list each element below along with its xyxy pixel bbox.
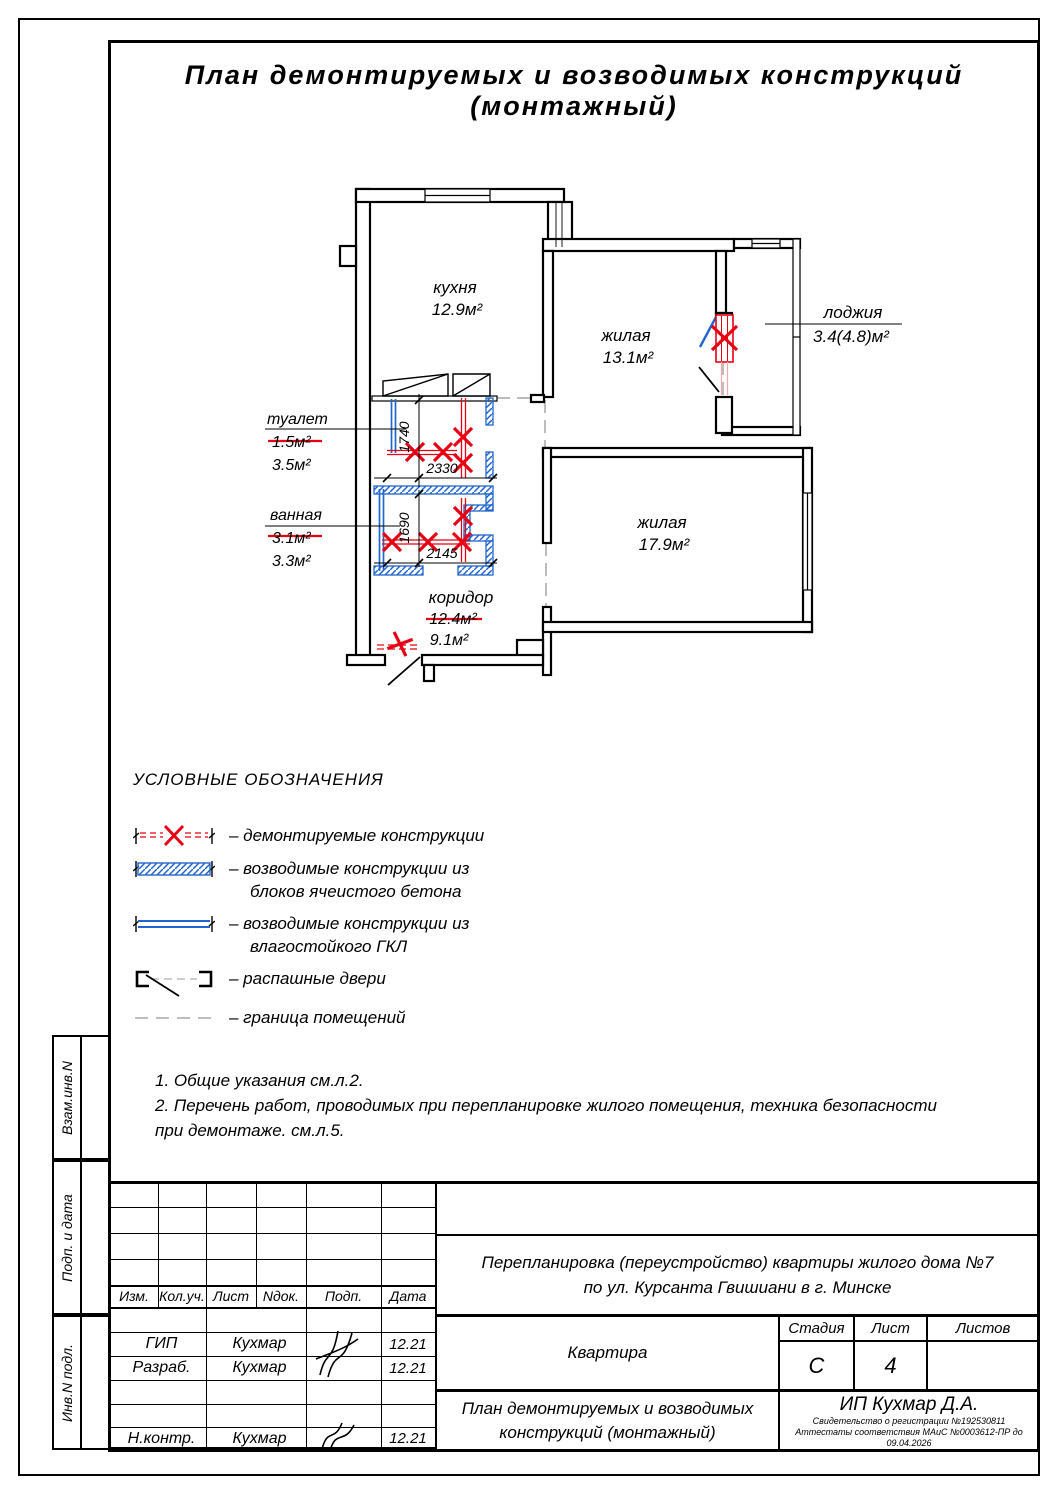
tb-stage-value: С [808, 1352, 825, 1378]
tb-col-list: Лист [212, 1288, 250, 1304]
tb-sheet-name-line1: План демонтируемых и возводимых [461, 1399, 754, 1418]
demolished-symbol-icon [133, 824, 215, 848]
room-kitchen-name: кухня [433, 278, 477, 297]
tb-name-gip: Кухмар [232, 1335, 287, 1352]
demolished [268, 315, 737, 656]
tb-project-line1: Перепланировка (переустройство) квартиры жилого дома №7 [481, 1253, 994, 1272]
tb-object: Квартира [567, 1343, 648, 1362]
legend-item-boundary [133, 1006, 603, 1030]
tb-name-nkontr: Кухмар [232, 1429, 287, 1447]
tb-company [780, 1392, 1038, 1450]
tb-col-ndok: Nдок. [262, 1288, 300, 1304]
legend-item-masonry [133, 857, 603, 903]
tb-col-data: Дата [389, 1288, 427, 1304]
room-kitchen-area: 12.9м² [431, 300, 483, 319]
room-wc-name: туалет [267, 411, 328, 428]
tb-sheets-label: Листов [955, 1320, 1011, 1337]
legend-boundary-label: – граница помещений [229, 1008, 406, 1027]
sidebar-label-vzam: Взам.инв.N [59, 1060, 75, 1135]
tb-col-podp: Подп. [324, 1288, 363, 1304]
tb-col-koluch: Кол.уч. [159, 1288, 205, 1304]
tb-company-name: ИП Кухмар Д.А. [839, 1393, 979, 1415]
doors-symbol-icon [133, 967, 215, 997]
signature-nkontr [306, 1419, 381, 1453]
tb-date-nkontr: 12.21 [389, 1430, 427, 1447]
room-loggia-area: 3.4(4.8)м² [813, 327, 889, 346]
legend-item-doors [133, 967, 603, 997]
note-line-1: 1. Общие указания см.л.2. [155, 1071, 364, 1090]
tb-cert-line2: Аттестаты соответствия МАиС №0003612-ПР до 09.04.2026 [795, 1426, 1023, 1448]
room-living1-name: жилая [601, 326, 651, 345]
tb-sheets-value [928, 1342, 1038, 1389]
tb-date-gip: 12.21 [389, 1335, 427, 1353]
boundary-symbol-icon [133, 1006, 215, 1030]
legend-masonry-label-2: блоков ячеистого бетона [250, 882, 462, 901]
room-living2-name: жилая [637, 513, 687, 532]
legend-masonry-label-1: – возводимые конструкции из [229, 859, 470, 878]
tb-project [437, 1236, 1038, 1314]
signature-gip-razrab [306, 1319, 381, 1381]
tb-sheet-label: Лист [871, 1320, 910, 1337]
sidebar-label-podp: Подп. и дата [59, 1193, 75, 1282]
room-wc-area-old: 1.5м² [272, 434, 311, 451]
title-block [110, 1181, 1038, 1450]
legend-demolished-label: – демонтируемые конструкции [229, 826, 485, 845]
tb-sheet-name [437, 1392, 778, 1450]
room-bath-area-new: 3.3м² [272, 553, 311, 570]
legend-item-gkl [133, 912, 603, 958]
sidebar-box-podp [52, 1160, 110, 1315]
room-living1-area: 13.1м² [602, 348, 654, 367]
tb-stage-label: Стадия [788, 1320, 845, 1337]
room-bath-area-old: 3.1м² [272, 530, 311, 547]
tb-role-razrab: Разраб. [132, 1359, 191, 1376]
tb-role-nkontr: Н.контр. [127, 1429, 196, 1447]
notes [155, 1068, 975, 1143]
legend [133, 770, 603, 1039]
dim-bath-width: 2145 [426, 545, 458, 561]
room-wc-area-new: 3.5м² [272, 457, 311, 474]
legend-heading: УСЛОВНЫЕ ОБОЗНАЧЕНИЯ [133, 770, 384, 789]
tb-sheet-value: 4 [884, 1352, 897, 1378]
room-corridor-area-new: 9.1м² [429, 632, 469, 649]
dim-wc-height: 1740 [396, 421, 412, 453]
new-door-swing [700, 317, 716, 347]
dim-wc-width: 2330 [426, 460, 458, 476]
page-title: План демонтируемых и возводимых конструкций (монтажный) [184, 60, 964, 121]
room-living2-area: 17.9м² [638, 535, 690, 554]
tb-sheet-name-line2: конструкций (монтажный) [499, 1423, 716, 1442]
tb-cert-line1: Свидетельство о регистрации №192530811 [812, 1415, 1006, 1426]
sidebar-box-vzam [52, 1035, 110, 1160]
sidebar-box-inv [52, 1315, 110, 1450]
room-bath-name: ванная [270, 507, 322, 524]
note-line-3: при демонтаже. см.л.5. [155, 1121, 345, 1140]
legend-item-demolished [133, 824, 603, 848]
room-corridor-name: коридор [428, 588, 494, 607]
tb-project-line2: по ул. Курсанта Гвишиани в г. Минске [583, 1278, 892, 1297]
floor-plan [255, 165, 955, 705]
legend-gkl-label-2: влагостойкого ГКЛ [250, 937, 408, 956]
legend-doors-label: – распашные двери [229, 969, 386, 988]
dim-bath-height: 1690 [396, 512, 412, 544]
tb-col-izm: Изм. [119, 1288, 149, 1304]
note-line-2: 2. Перечень работ, проводимых при перепланировке жилого помещения, техника безопасности [155, 1096, 937, 1115]
tb-name-razrab: Кухмар [232, 1359, 287, 1376]
sidebar-label-inv: Инв.N подл. [59, 1343, 75, 1422]
room-loggia-name: лоджия [823, 303, 883, 322]
masonry-symbol-icon [133, 857, 215, 881]
room-corridor-area-old: 12.4м² [429, 611, 477, 628]
vent-shaft [383, 374, 490, 396]
legend-gkl-label-1: – возводимые конструкции из [229, 914, 470, 933]
gkl-symbol-icon [133, 912, 215, 936]
tb-role-gip: ГИП [145, 1335, 178, 1352]
tb-date-razrab: 12.21 [389, 1359, 427, 1377]
